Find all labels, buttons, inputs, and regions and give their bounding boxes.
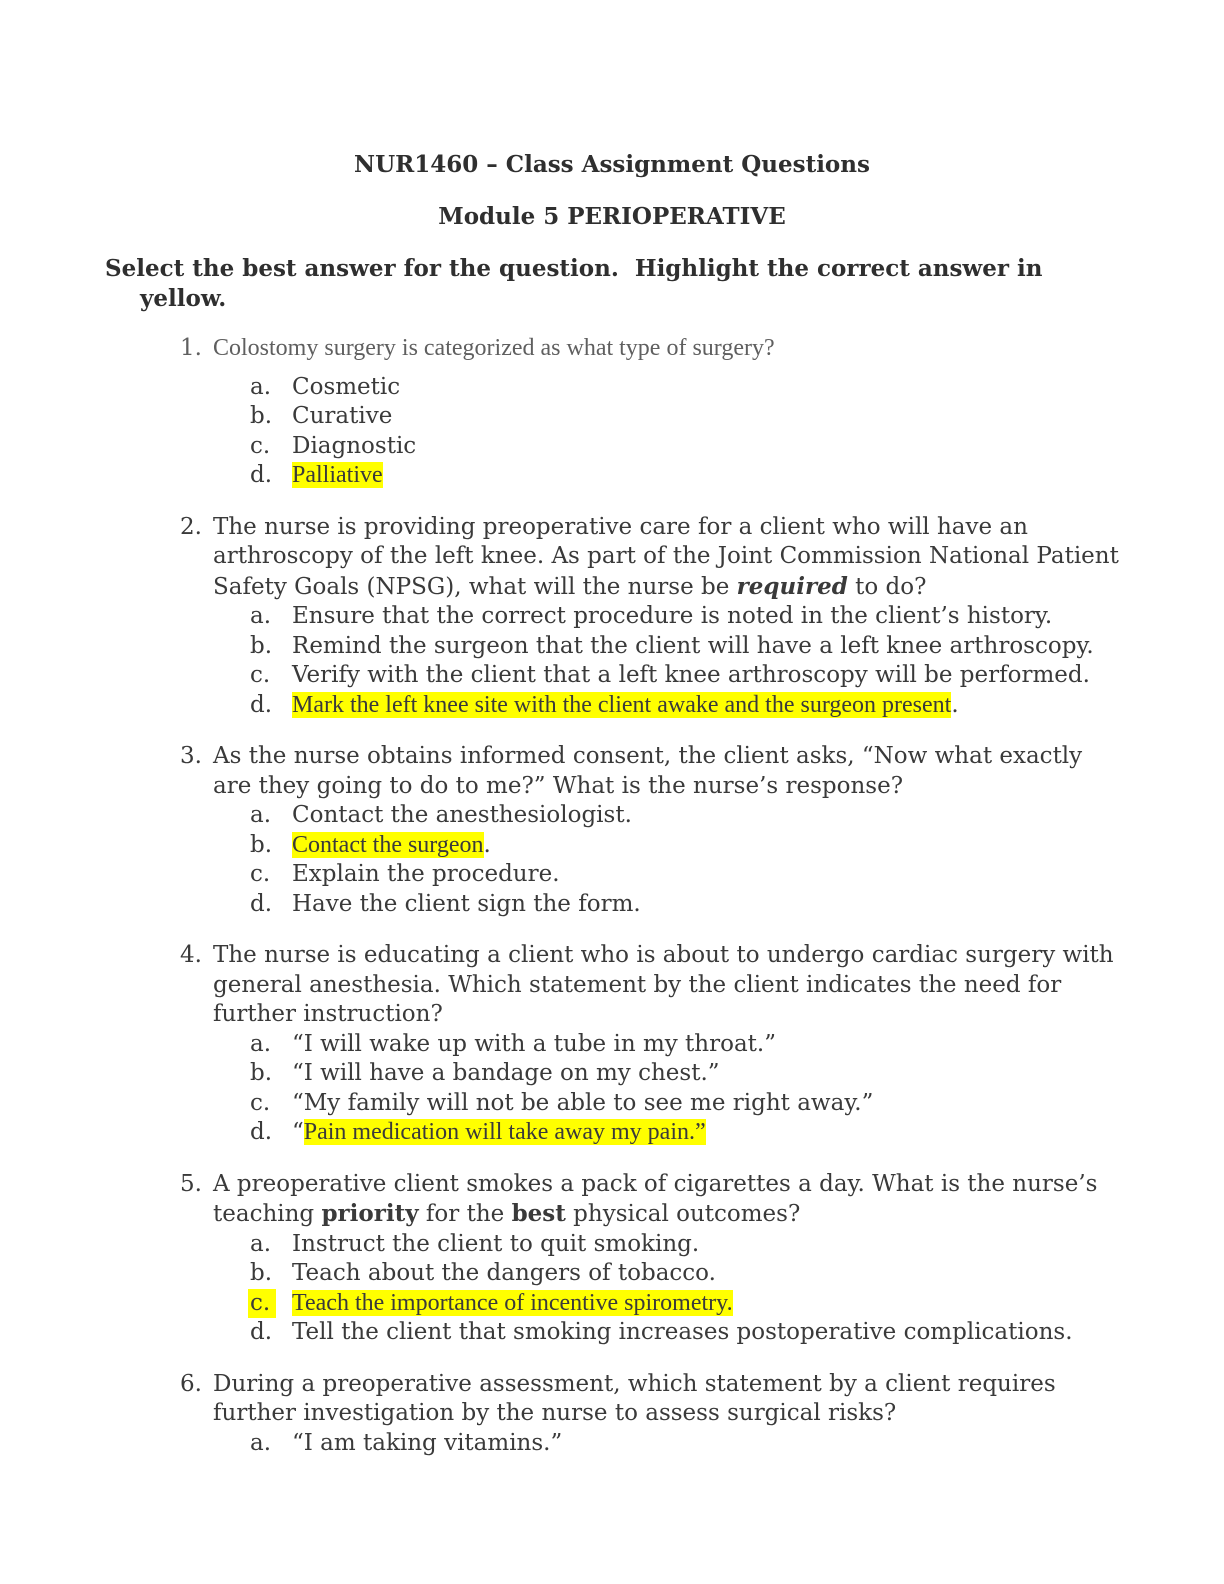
option-letter xyxy=(250,1429,292,1459)
option-letter xyxy=(250,461,292,491)
question-stem xyxy=(180,1170,1119,1230)
options-list xyxy=(180,1429,1119,1459)
option-text xyxy=(292,691,959,721)
text-segment: for the xyxy=(418,1201,512,1227)
text-segment: “I will have a bandage on my chest.” xyxy=(292,1060,720,1086)
option-letter xyxy=(250,860,292,890)
question-number: 5. xyxy=(180,1170,202,1197)
option-text xyxy=(292,661,1090,691)
option-letter xyxy=(250,432,292,462)
option-text xyxy=(292,402,392,432)
option-letter-text: c. xyxy=(250,432,271,459)
option-letter xyxy=(250,1289,292,1319)
text-segment: Mark the left knee site with the client awake and the surgeon present xyxy=(292,691,952,718)
option-letter-text: d. xyxy=(250,1319,273,1345)
option-letter xyxy=(250,402,292,432)
option-letter xyxy=(250,1030,292,1060)
question xyxy=(105,1170,1119,1348)
answer-option xyxy=(180,801,1119,831)
option-letter xyxy=(250,691,292,721)
answer-option xyxy=(180,632,1119,662)
text-segment: The nurse is providing preoperative care for a client who will have an arthroscopy of the left knee. As part of the Joint Commission National Patient Safety Goals (NPSG), what will the nurse be xyxy=(213,513,1119,600)
page-subtitle: Module 5 PERIOPERATIVE xyxy=(438,203,786,230)
question-text xyxy=(213,742,1119,801)
option-letter-text: a. xyxy=(250,603,272,629)
text-segment: priority xyxy=(321,1200,419,1227)
question-text xyxy=(213,513,1119,603)
answer-option xyxy=(180,1289,1119,1319)
answer-option xyxy=(180,461,1119,491)
question-stem xyxy=(180,513,1119,603)
option-text xyxy=(292,1230,699,1260)
option-letter-text: b. xyxy=(250,632,273,659)
option-letter xyxy=(250,373,292,403)
option-letter-text: c. xyxy=(250,662,271,688)
option-text xyxy=(292,602,1052,632)
question-number: 3. xyxy=(180,743,202,769)
option-letter-text: c. xyxy=(250,1089,271,1116)
text-segment: . xyxy=(951,691,959,718)
question xyxy=(105,334,1119,491)
question-list xyxy=(105,334,1119,1458)
option-text xyxy=(292,461,383,491)
text-segment: “My family will not be able to see me right away.” xyxy=(292,1089,874,1116)
text-segment: Cosmetic xyxy=(292,373,401,400)
text-segment: A preoperative client smokes a pack of cigarettes a day. What is the nurse’s teaching xyxy=(213,1170,1098,1227)
options-list xyxy=(180,1230,1119,1348)
answer-option xyxy=(180,1230,1119,1260)
option-letter xyxy=(250,632,292,662)
question-number: 2. xyxy=(180,513,202,540)
text-segment: “I am taking vitamins.” xyxy=(292,1429,563,1456)
answer-option xyxy=(180,1259,1119,1289)
answer-option xyxy=(180,373,1119,403)
option-letter-text: a. xyxy=(250,1230,272,1257)
text-segment: Teach about the dangers of tobacco. xyxy=(292,1260,716,1286)
question xyxy=(105,742,1119,919)
answer-option xyxy=(180,1089,1119,1119)
text-segment: “I will wake up with a tube in my throat.” xyxy=(292,1030,776,1057)
answer-option xyxy=(180,860,1119,890)
text-segment: best xyxy=(511,1200,566,1227)
question-stem xyxy=(180,941,1119,1030)
answer-option xyxy=(180,1059,1119,1089)
text-segment: Verify with the client that a left knee arthroscopy will be performed. xyxy=(292,662,1090,688)
text-segment: During a preoperative assessment, which statement by a client requires further investigation by the nurse to assess surgical risks? xyxy=(213,1370,1056,1426)
text-segment: Have the client sign the form. xyxy=(292,890,641,917)
option-text xyxy=(292,1089,873,1119)
question-number: 1. xyxy=(180,335,202,361)
option-letter xyxy=(250,1089,292,1119)
question-text xyxy=(213,941,1119,1030)
option-letter-text: c. xyxy=(250,861,271,887)
text-segment: Instruct the client to quit smoking. xyxy=(292,1230,700,1257)
text-segment: The nurse is educating a client who is about to undergo cardiac surgery with general anesthesia. Which statement by the client indicates the need for further instruction? xyxy=(213,942,1114,1027)
text-segment: Contact the anesthesiologist. xyxy=(292,802,632,828)
option-text xyxy=(292,860,560,890)
question-stem xyxy=(180,334,1119,364)
text-segment: Teach the importance of incentive spirometry. xyxy=(292,1289,733,1316)
option-text xyxy=(292,801,632,831)
option-letter xyxy=(250,1118,292,1148)
option-letter-text: c. xyxy=(248,1289,276,1318)
text-segment: Explain the procedure. xyxy=(292,861,560,887)
text-segment: Colostomy surgery is categorized as what type of surgery? xyxy=(213,335,775,361)
text-segment: . xyxy=(483,831,491,858)
question-number: 6. xyxy=(180,1370,202,1397)
question-number: 4. xyxy=(180,942,202,968)
option-letter-text: d. xyxy=(250,462,273,488)
option-letter xyxy=(250,831,292,861)
option-letter xyxy=(250,1230,292,1260)
option-text xyxy=(292,831,491,861)
option-letter xyxy=(250,1059,292,1089)
text-segment: Diagnostic xyxy=(292,432,417,459)
option-text xyxy=(292,1059,720,1089)
question xyxy=(105,1370,1119,1459)
text-segment: physical outcomes? xyxy=(565,1201,801,1227)
option-letter xyxy=(250,890,292,920)
option-letter-text: b. xyxy=(250,1060,273,1086)
options-list xyxy=(180,602,1119,720)
question xyxy=(105,941,1119,1148)
text-segment: Ensure that the correct procedure is noted in the client’s history. xyxy=(292,603,1053,629)
text-segment: required xyxy=(736,572,848,600)
text-segment: Tell the client that smoking increases postoperative complications. xyxy=(292,1319,1073,1345)
option-text xyxy=(292,432,416,462)
option-letter-text: b. xyxy=(250,403,273,429)
question-stem xyxy=(180,1370,1119,1429)
instructions: Select the best answer for the question. Highlight the correct answer in yellow. xyxy=(105,255,1051,312)
options-list xyxy=(180,801,1119,919)
text-segment: Contact the surgeon xyxy=(292,831,484,858)
text-segment: Pain medication will take away my pain.” xyxy=(303,1119,706,1145)
answer-option xyxy=(180,1318,1119,1348)
answer-option xyxy=(180,691,1119,721)
option-text xyxy=(292,1118,706,1148)
text-segment: Curative xyxy=(292,403,393,429)
question xyxy=(105,513,1119,721)
option-letter-text: a. xyxy=(250,1030,272,1057)
option-text xyxy=(292,632,1094,662)
text-segment: Palliative xyxy=(292,462,383,488)
option-letter-text: a. xyxy=(250,802,272,828)
answer-option xyxy=(180,602,1119,632)
question-stem xyxy=(180,742,1119,801)
question-text xyxy=(213,1170,1119,1230)
options-list xyxy=(180,373,1119,491)
question-text xyxy=(213,1370,1119,1429)
question-text xyxy=(213,334,775,364)
option-letter-text: a. xyxy=(250,1429,272,1456)
option-letter xyxy=(250,1318,292,1348)
answer-option xyxy=(180,1030,1119,1060)
option-text xyxy=(292,1429,562,1459)
option-letter xyxy=(250,661,292,691)
option-text xyxy=(292,1030,776,1060)
text-segment: “ xyxy=(292,1119,304,1145)
option-text xyxy=(292,1318,1073,1348)
option-letter xyxy=(250,602,292,632)
answer-option xyxy=(180,890,1119,920)
text-segment: As the nurse obtains informed consent, the client asks, “Now what exactly are they going to do to me?” What is the nurse’s response? xyxy=(213,743,1083,799)
answer-option xyxy=(180,402,1119,432)
option-text xyxy=(292,373,400,403)
option-letter-text: d. xyxy=(250,691,273,718)
answer-option xyxy=(180,661,1119,691)
options-list xyxy=(180,1030,1119,1148)
answer-option xyxy=(180,1429,1119,1459)
answer-option xyxy=(180,1118,1119,1148)
text-segment: Remind the surgeon that the client will have a left knee arthroscopy. xyxy=(292,632,1094,659)
option-text xyxy=(292,1259,716,1289)
option-letter-text: b. xyxy=(250,1260,273,1286)
option-text xyxy=(292,1289,733,1319)
option-letter-text: d. xyxy=(250,1119,273,1145)
option-text xyxy=(292,890,641,920)
answer-option xyxy=(180,432,1119,462)
option-letter-text: b. xyxy=(250,831,273,858)
text-segment: to do? xyxy=(847,573,927,600)
page-title: NUR1460 – Class Assignment Questions xyxy=(354,151,870,178)
option-letter-text: a. xyxy=(250,373,272,400)
answer-option xyxy=(180,831,1119,861)
option-letter xyxy=(250,801,292,831)
option-letter xyxy=(250,1259,292,1289)
option-letter-text: d. xyxy=(250,890,273,917)
